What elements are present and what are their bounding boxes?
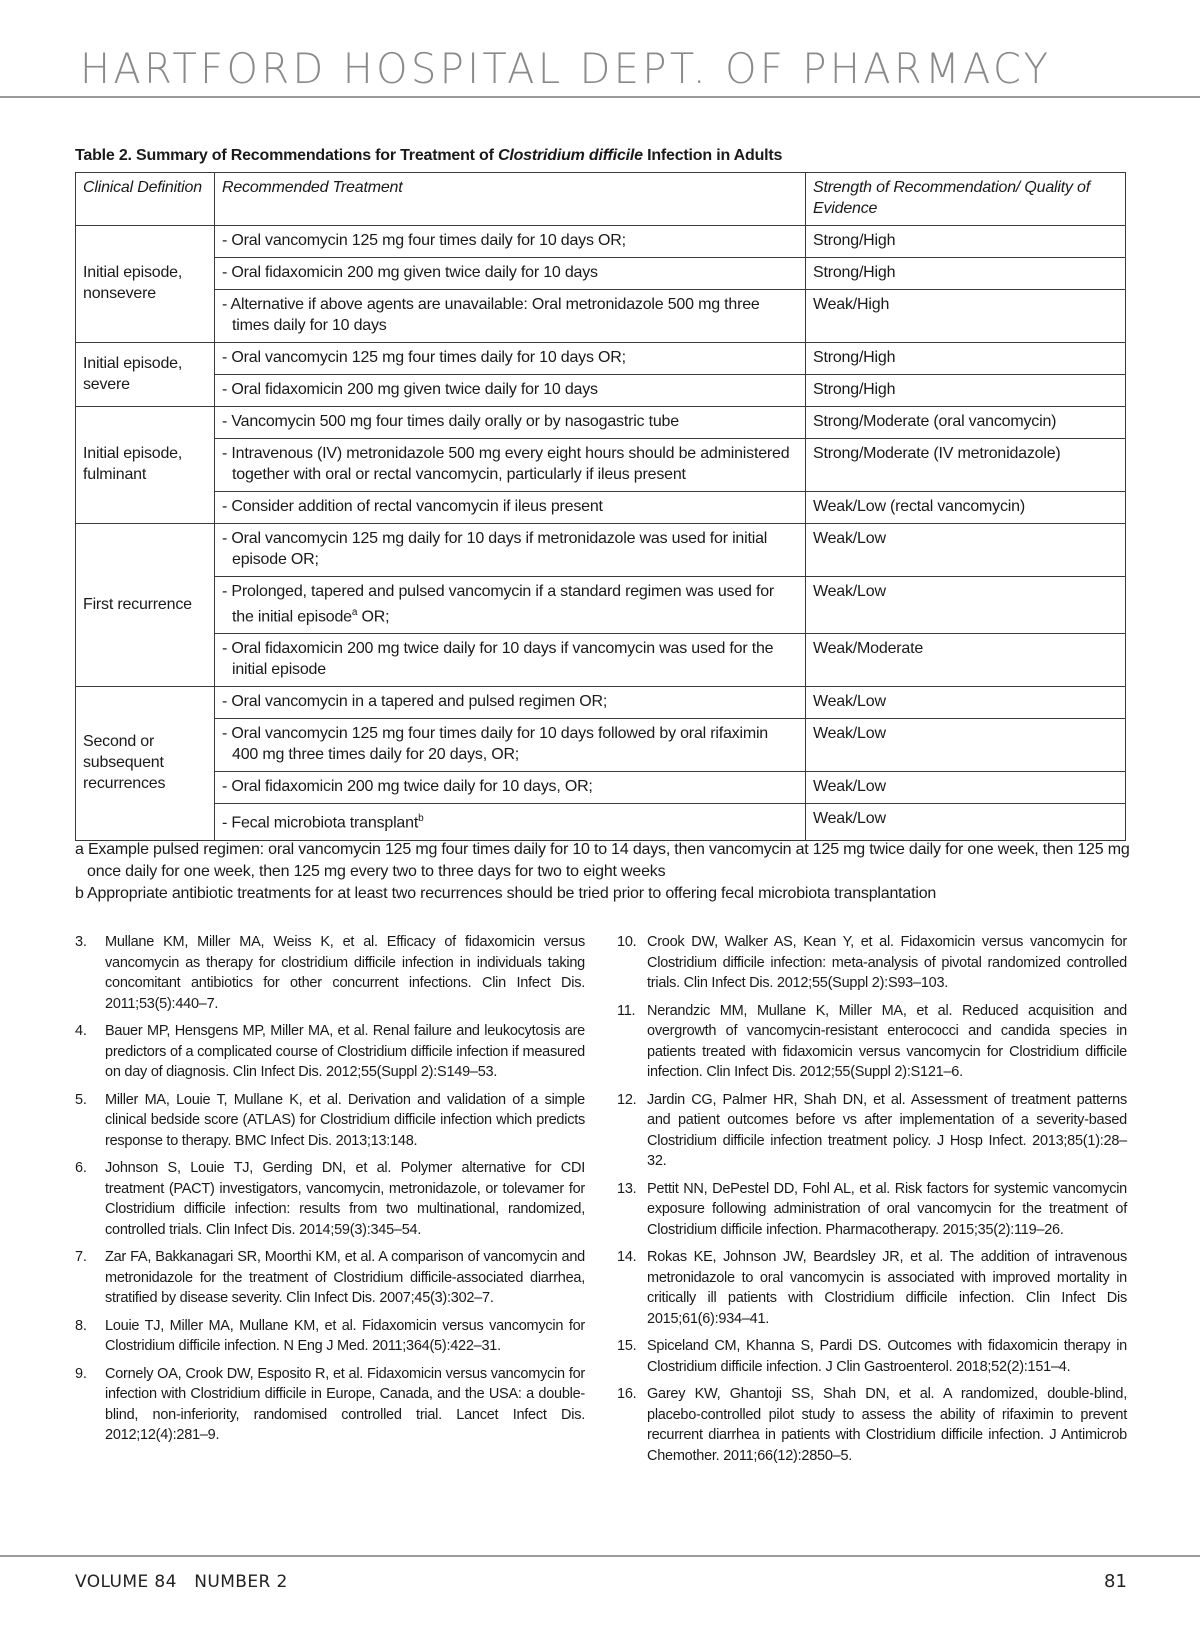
clinical-definition-cell: First recurrence bbox=[76, 524, 215, 687]
reference-item bbox=[617, 1179, 1127, 1241]
table-row bbox=[76, 407, 1126, 439]
reference-number: 11. bbox=[617, 1002, 636, 1019]
treatment-trailing-text: OR; bbox=[357, 608, 390, 626]
strength-cell: Strong/Moderate (oral vancomycin) bbox=[806, 407, 1126, 439]
reference-text: Miller MA, Louie T, Mullane K, et al. Derivation and validation of a simple clinical bedside score (ATLAS) for Clostridium difficile infection which predicts response to therapy. BMC Infect Dis. 2013;13:148. bbox=[105, 1091, 585, 1149]
table-row bbox=[76, 258, 1126, 290]
reference-text: Pettit NN, DePestel DD, Fohl AL, et al. Risk factors for systemic vancomycin exposure following administration of oral vancomycin for the treatment of Clostridium difficile infection. Pharmacotherapy. 2015;35(2):119–26. bbox=[647, 1180, 1127, 1238]
treatment-main-text: - Oral vancomycin 125 mg four times daily for 10 days followed by oral rifaximin 400 mg three times daily for 20 days, OR; bbox=[222, 725, 769, 764]
table-row bbox=[76, 804, 1126, 840]
table-title bbox=[75, 147, 782, 165]
treatment-main-text: - Oral fidaxomicin 200 mg given twice daily for 10 days bbox=[222, 264, 598, 281]
treatment-text bbox=[222, 808, 798, 833]
treatment-text bbox=[222, 262, 798, 283]
reference-item bbox=[75, 1090, 585, 1152]
strength-cell: Strong/High bbox=[806, 258, 1126, 290]
reference-item bbox=[617, 1336, 1127, 1377]
reference-item bbox=[75, 932, 585, 1014]
strength-cell: Weak/Low bbox=[806, 804, 1126, 840]
reference-number: 13. bbox=[617, 1180, 637, 1197]
table-row bbox=[76, 772, 1126, 804]
reference-item bbox=[75, 1158, 585, 1240]
treatment-main-text: - Oral vancomycin in a tapered and pulsed regimen OR; bbox=[222, 693, 608, 711]
treatment-main-text: - Oral fidaxomicin 200 mg given twice daily for 10 days bbox=[222, 381, 598, 398]
strength-cell: Weak/Low bbox=[806, 719, 1126, 772]
table-title-suffix: Infection in Adults bbox=[642, 147, 783, 164]
table-row bbox=[76, 343, 1126, 375]
table-title-organism: Clostridium difficile bbox=[497, 147, 643, 164]
reference-item bbox=[75, 1247, 585, 1309]
header-strength: Strength of Recommendation/ Quality of Evidence bbox=[806, 173, 1126, 226]
strength-cell: Weak/Low (rectal vancomycin) bbox=[806, 492, 1126, 524]
table-body bbox=[76, 226, 1126, 841]
treatment-cell bbox=[215, 577, 806, 634]
reference-text: Nerandzic MM, Mullane K, Miller MA, et al. Reduced acquisition and overgrowth of vancomycin-resistant enterococci and candida species in patients treated with fidaxomicin versus vancomycin for Clostridium difficile infection. Clin Infect Dis. 2012;55(Suppl 2):S121–6. bbox=[647, 1002, 1127, 1080]
reference-text: Johnson S, Louie TJ, Gerding DN, et al. Polymer alternative for CDI treatment (PACT) investigators, vancomycin, metronidazole, or tolevamer for Clostridium difficile infection: results from two multinational, randomized, controlled trials. Clin Infect Dis. 2014;59(3):345–54. bbox=[105, 1160, 585, 1238]
reference-number: 14. bbox=[617, 1249, 637, 1265]
reference-text: Garey KW, Ghantoji SS, Shah DN, et al. A randomized, double-blind, placebo-controlled pilot study to assess the ability of rifaximin to prevent recurrent diarrhea in patients with Clostridium difficile infection. J Antimicrob Chemother. 2011;66(12):2850–5. bbox=[647, 1386, 1127, 1464]
clinical-definition-cell: Initial episode, nonsevere bbox=[76, 226, 215, 343]
treatment-main-text: - Prolonged, tapered and pulsed vancomycin if a standard regimen was used for the initial episode bbox=[222, 583, 775, 626]
reference-number: 15. bbox=[617, 1338, 637, 1354]
table-row bbox=[76, 687, 1126, 719]
footnote-marker: b bbox=[418, 813, 424, 825]
treatment-cell bbox=[215, 258, 806, 290]
reference-item bbox=[617, 932, 1127, 994]
treatment-text bbox=[222, 496, 798, 517]
table-row bbox=[76, 719, 1126, 772]
table-footnotes bbox=[75, 839, 1135, 905]
treatment-main-text: - Oral vancomycin 125 mg four times daily for 10 days OR; bbox=[222, 349, 626, 366]
treatment-main-text: - Oral vancomycin 125 mg daily for 10 days if metronidazole was used for initial episode OR; bbox=[222, 530, 768, 568]
treatment-text bbox=[222, 230, 798, 251]
header-recommended-treatment: Recommended Treatment bbox=[215, 173, 806, 226]
clinical-definition-cell: Initial episode, fulminant bbox=[76, 407, 215, 524]
page-number: 81 bbox=[1104, 1571, 1127, 1592]
footnote-marker: a bbox=[351, 607, 358, 618]
clinical-definition-cell: Initial episode, severe bbox=[76, 343, 215, 407]
table-row bbox=[76, 439, 1126, 492]
treatment-text bbox=[222, 347, 798, 368]
treatment-cell bbox=[215, 719, 806, 772]
header-clinical-definition: Clinical Definition bbox=[76, 173, 215, 226]
strength-cell: Weak/Low bbox=[806, 524, 1126, 577]
reference-number: 5. bbox=[75, 1091, 87, 1108]
reference-text: Crook DW, Walker AS, Kean Y, et al. Fidaxomicin versus vancomycin for Clostridium difficile infection: meta-analysis of pivotal randomized controlled trials. Clin Infect Dis. 2012;55(Suppl 2):S93–103. bbox=[647, 934, 1127, 991]
treatment-text bbox=[222, 443, 798, 485]
treatment-cell bbox=[215, 343, 806, 375]
reference-text: Cornely OA, Crook DW, Esposito R, et al. Fidaxomicin versus vancomycin for infection with Clostridium difficile in Europe, Canada, and the USA: a double-blind, non-inferiority, randomised controlled trial. Lancet Infect Dis. 2012;12(4):281–9. bbox=[105, 1365, 585, 1443]
footer-rule bbox=[0, 1555, 1200, 1557]
table-row bbox=[76, 290, 1126, 343]
treatment-main-text: - Oral fidaxomicin 200 mg twice daily for 10 days if vancomycin was used for the initial episode bbox=[222, 640, 774, 679]
table-row bbox=[76, 634, 1126, 687]
treatment-text bbox=[222, 776, 798, 797]
reference-text: Jardin CG, Palmer HR, Shah DN, et al. Assessment of treatment patterns and patient outcomes before vs after implementation of a severity-based Clostridium difficile infection treatment policy. J Hosp Infect. 2013;85(1):28–32. bbox=[647, 1091, 1127, 1169]
reference-item bbox=[617, 1247, 1127, 1329]
strength-cell: Weak/High bbox=[806, 290, 1126, 343]
treatment-main-text: - Consider addition of rectal vancomycin if ileus present bbox=[222, 498, 603, 515]
treatment-cell bbox=[215, 290, 806, 343]
reference-text: Rokas KE, Johnson JW, Beardsley JR, et al. The addition of intravenous metronidazole to oral vancomycin is associated with improved mortality in critically ill patients with Clostridium difficile infection. Clin Infect Dis 2015;61(6):934–41. bbox=[647, 1249, 1127, 1327]
treatment-cell bbox=[215, 375, 806, 407]
reference-text: Spiceland CM, Khanna S, Pardi DS. Outcomes with fidaxomicin therapy in Clostridium difficile infection. J Clin Gastroenterol. 2018;52(2):151–4. bbox=[647, 1338, 1127, 1375]
treatment-cell bbox=[215, 492, 806, 524]
table-row bbox=[76, 226, 1126, 258]
reference-number: 4. bbox=[75, 1023, 87, 1039]
reference-item bbox=[617, 1384, 1127, 1466]
strength-cell: Strong/High bbox=[806, 226, 1126, 258]
reference-number: 7. bbox=[75, 1249, 87, 1265]
treatment-text bbox=[222, 411, 798, 432]
treatment-text bbox=[222, 723, 798, 765]
reference-item bbox=[75, 1364, 585, 1446]
reference-number: 6. bbox=[75, 1160, 87, 1176]
treatment-main-text: - Oral vancomycin 125 mg four times daily for 10 days OR; bbox=[222, 232, 626, 249]
volume-number: VOLUME 84 NUMBER 2 bbox=[75, 1572, 288, 1592]
reference-number: 8. bbox=[75, 1317, 87, 1334]
references-right-column bbox=[617, 932, 1127, 1473]
strength-cell: Weak/Low bbox=[806, 577, 1126, 634]
reference-item bbox=[75, 1021, 585, 1083]
reference-text: Bauer MP, Hensgens MP, Miller MA, et al. Renal failure and leukocytosis are predictors of a complicated course of Clostridium difficile infection if measured on day of diagnosis. Clin Infect Dis. 2012;55(Suppl 2):S149–53. bbox=[105, 1023, 585, 1080]
table-row bbox=[76, 577, 1126, 634]
strength-cell: Weak/Moderate bbox=[806, 634, 1126, 687]
table-header-row bbox=[76, 173, 1126, 226]
treatment-text bbox=[222, 294, 798, 336]
reference-item bbox=[617, 1090, 1127, 1172]
reference-number: 3. bbox=[75, 934, 87, 950]
reference-text: Mullane KM, Miller MA, Weiss K, et al. Efficacy of fidaxomicin versus vancomycin as therapy for clostridium difficile infection in individuals taking concomitant antibiotics for other concurrent infections. Clin Infect Dis. 2011;53(5):440–7. bbox=[105, 934, 585, 1012]
references-left-column bbox=[75, 932, 585, 1453]
treatment-main-text: - Intravenous (IV) metronidazole 500 mg every eight hours should be administered together with oral or rectal vancomycin, particularly if ileus present bbox=[222, 445, 790, 483]
reference-text: Zar FA, Bakkanagari SR, Moorthi KM, et al. A comparison of vancomycin and metronidazole for the treatment of Clostridium difficile-associated diarrhea, stratified by disease severity. Clin Infect Dis. 2007;45(3):302–7. bbox=[105, 1249, 585, 1306]
footnote-b: b Appropriate antibiotic treatments for at least two recurrences should be tried prior to offering fecal microbiota transplantation bbox=[75, 885, 937, 902]
strength-cell: Weak/Low bbox=[806, 772, 1126, 804]
reference-number: 16. bbox=[617, 1386, 637, 1402]
strength-cell: Strong/High bbox=[806, 375, 1126, 407]
footnote-a: a Example pulsed regimen: oral vancomycin 125 mg four times daily for 10 to 14 days, then vancomycin at 125 mg twice daily for one week, then 125 mg once daily for one week, then 125 mg every two to three days for two to eight weeks bbox=[75, 841, 1130, 880]
reference-text: Louie TJ, Miller MA, Mullane KM, et al. Fidaxomicin versus vancomycin for Clostridium difficile infection. N Eng J Med. 2011;364(5):422–31. bbox=[105, 1317, 585, 1354]
treatment-cell bbox=[215, 634, 806, 687]
treatment-text bbox=[222, 581, 798, 627]
strength-cell: Strong/High bbox=[806, 343, 1126, 375]
treatment-cell bbox=[215, 439, 806, 492]
strength-cell: Strong/Moderate (IV metronidazole) bbox=[806, 439, 1126, 492]
table-row bbox=[76, 375, 1126, 407]
table-row bbox=[76, 492, 1126, 524]
treatment-cell bbox=[215, 687, 806, 719]
treatment-main-text: - Oral fidaxomicin 200 mg twice daily for 10 days, OR; bbox=[222, 778, 593, 796]
reference-number: 12. bbox=[617, 1091, 637, 1108]
treatment-main-text: - Alternative if above agents are unavailable: Oral metronidazole 500 mg three times daily for 10 days bbox=[222, 296, 760, 334]
reference-number: 10. bbox=[617, 934, 637, 950]
treatment-cell bbox=[215, 407, 806, 439]
clinical-definition-cell: Second or subsequent recurrences bbox=[76, 687, 215, 840]
treatment-text bbox=[222, 691, 798, 712]
reference-number: 9. bbox=[75, 1365, 87, 1382]
treatment-text bbox=[222, 528, 798, 570]
masthead-title: HARTFORD HOSPITAL DEPT. OF PHARMACY bbox=[80, 44, 1052, 93]
header-rule bbox=[0, 96, 1200, 98]
treatment-text bbox=[222, 379, 798, 400]
reference-item bbox=[75, 1316, 585, 1357]
reference-item bbox=[617, 1001, 1127, 1083]
treatment-cell bbox=[215, 524, 806, 577]
table-title-prefix: Table 2. Summary of Recommendations for Treatment of bbox=[75, 147, 498, 164]
treatment-cell bbox=[215, 804, 806, 840]
treatment-cell bbox=[215, 226, 806, 258]
treatment-text bbox=[222, 638, 798, 680]
treatment-main-text: - Vancomycin 500 mg four times daily orally or by nasogastric tube bbox=[222, 413, 679, 430]
treatment-cell bbox=[215, 772, 806, 804]
treatment-main-text: - Fecal microbiota transplant bbox=[222, 814, 419, 832]
recommendations-table bbox=[75, 172, 1126, 841]
strength-cell: Weak/Low bbox=[806, 687, 1126, 719]
table-row bbox=[76, 524, 1126, 577]
